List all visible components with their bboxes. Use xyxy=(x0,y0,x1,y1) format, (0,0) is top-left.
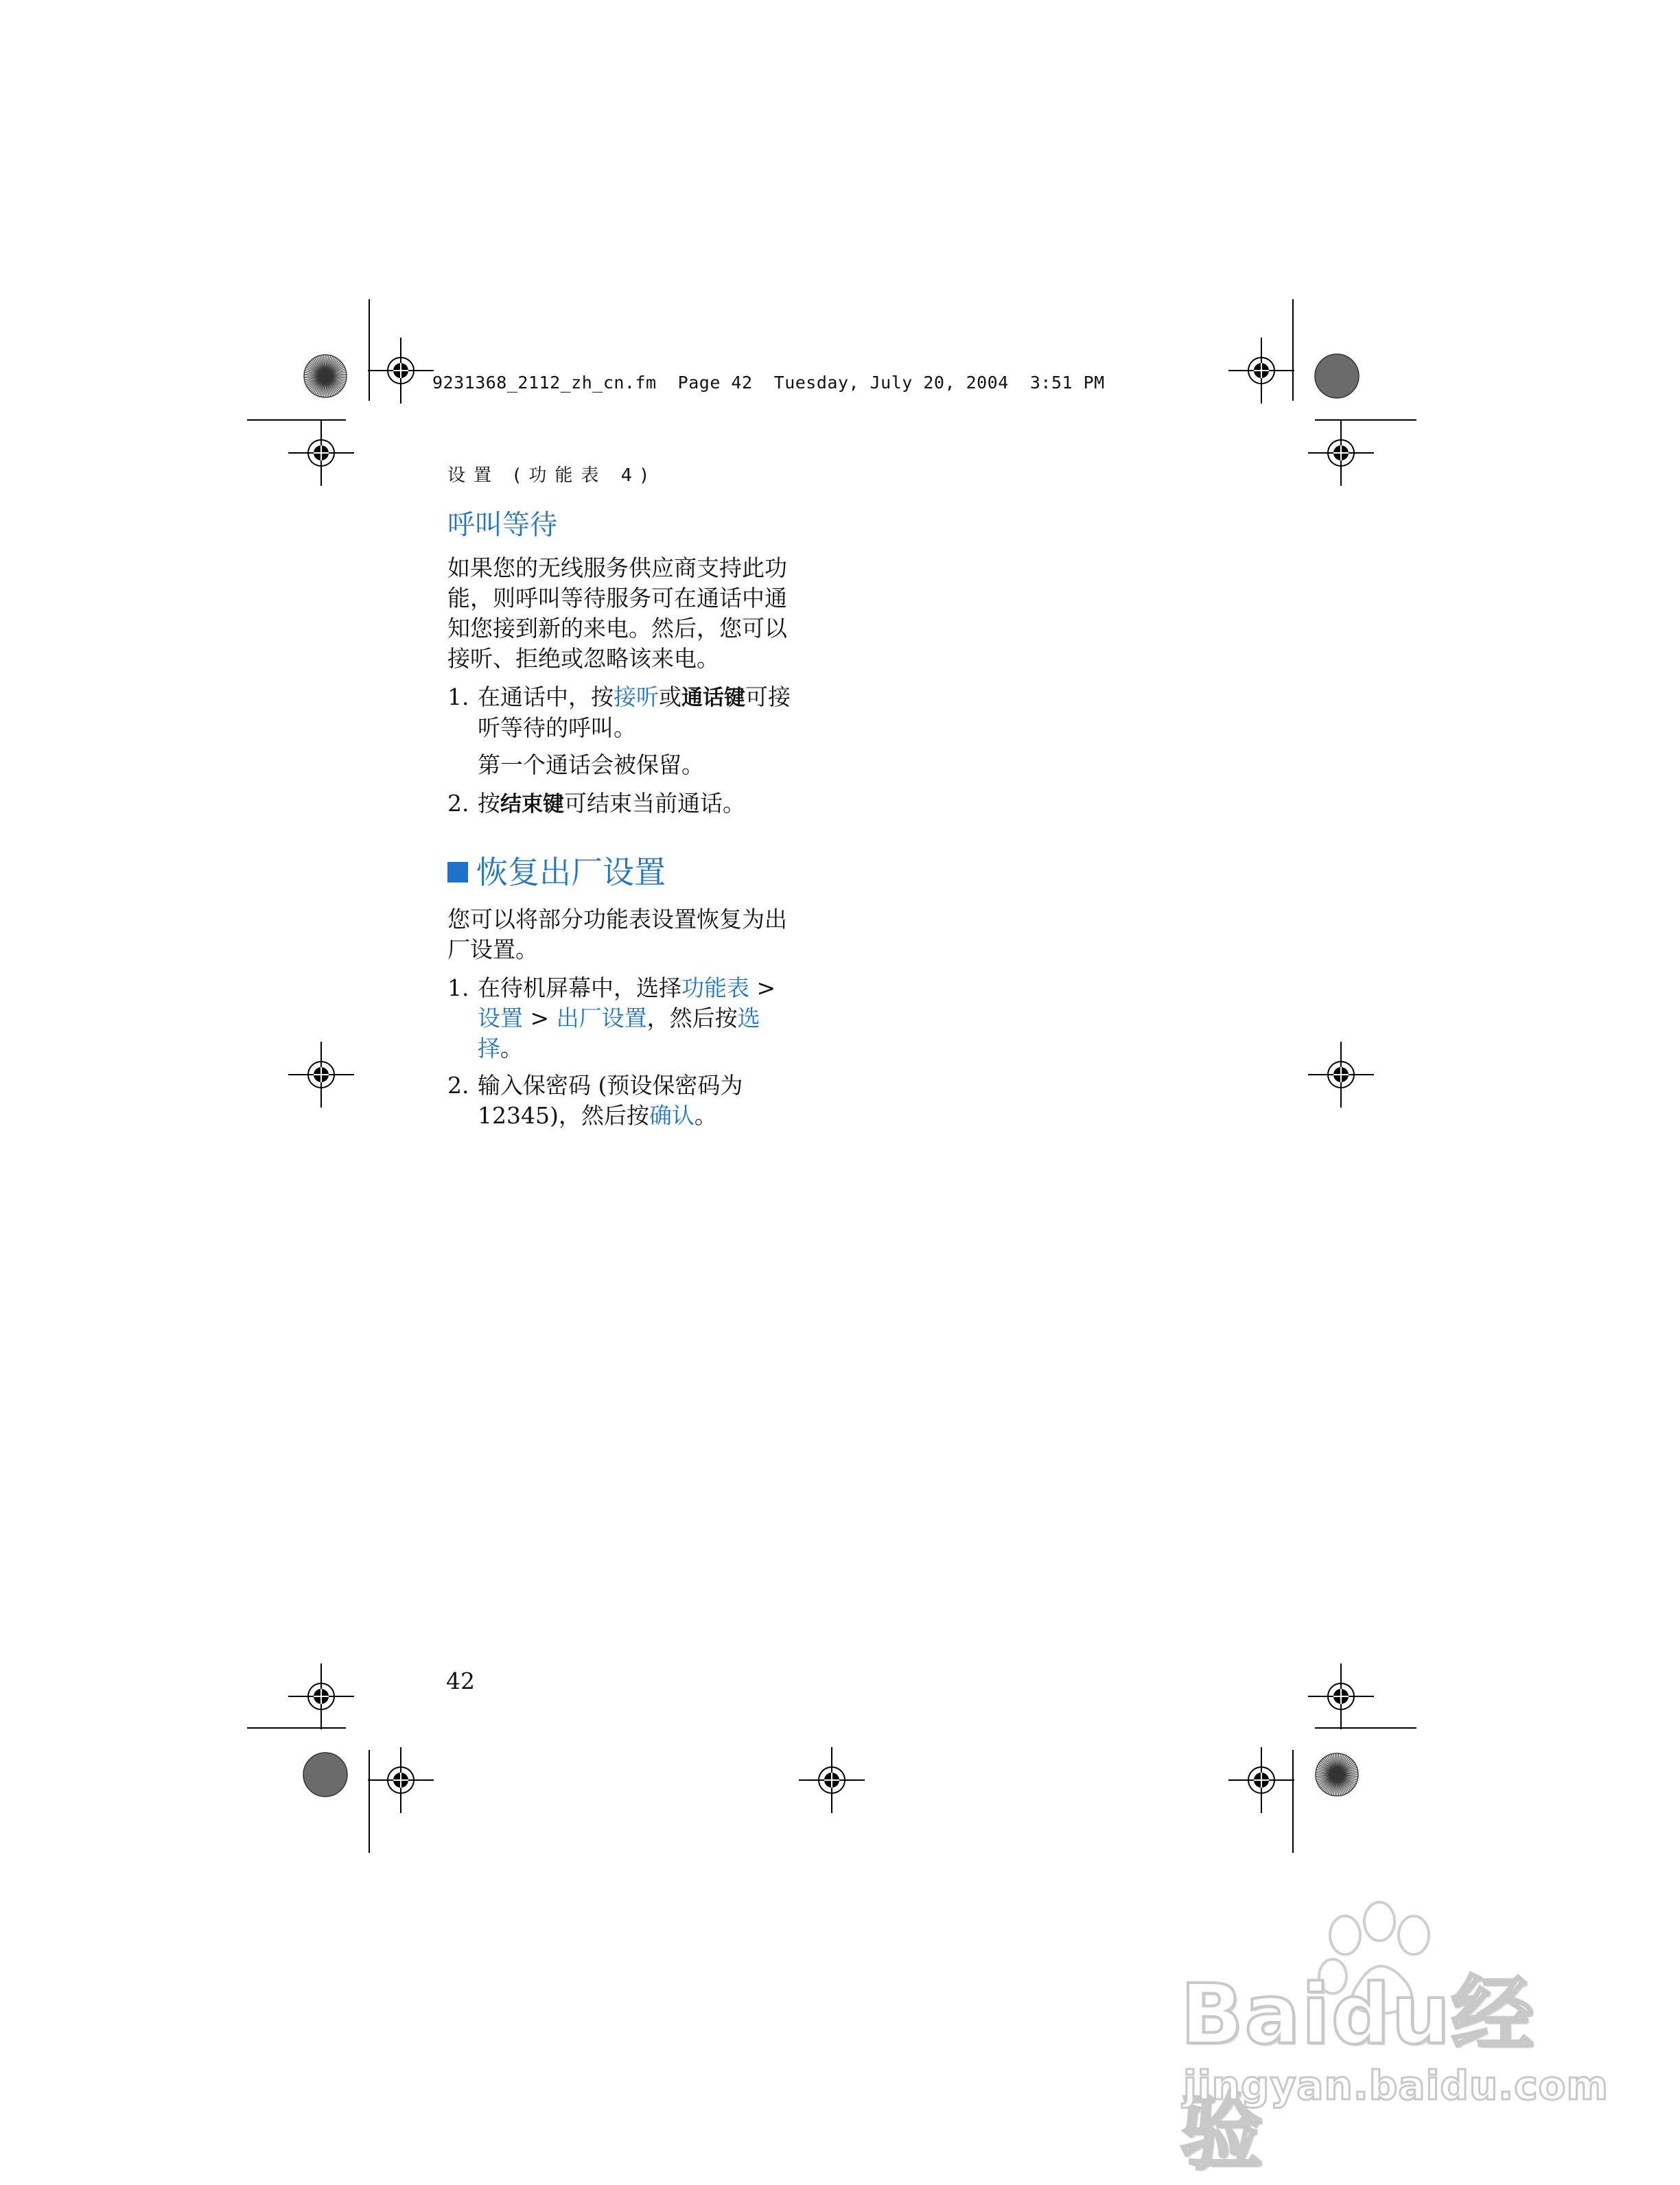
gray-disc-mark xyxy=(1315,354,1359,398)
step-text-part: 在通话中，按 xyxy=(478,683,614,710)
path-separator: > xyxy=(749,974,776,1001)
step-number: 2. xyxy=(447,790,469,817)
registration-mark xyxy=(368,1747,434,1813)
baidu-jingyan-watermark xyxy=(1174,1901,1609,2181)
heading-factory-reset xyxy=(447,852,804,892)
end-key-label: 结束键 xyxy=(500,792,564,817)
menu-path-menu: 功能表 xyxy=(681,974,749,1001)
call-key-label: 通话键 xyxy=(681,686,745,710)
factory-step-2 xyxy=(447,1071,804,1131)
registration-mark xyxy=(799,1747,865,1813)
heading-factory-reset-text: 恢复出厂设置 xyxy=(476,854,666,891)
registration-mark xyxy=(288,1663,354,1729)
heading-call-waiting: 呼叫等待 xyxy=(447,509,557,541)
call-waiting-step-1 xyxy=(447,682,804,743)
call-waiting-note: 第一个通话会被保留。 xyxy=(478,751,704,778)
gray-disc-mark xyxy=(303,1753,347,1797)
step-text-part: 在待机屏幕中，选择 xyxy=(478,974,681,1001)
call-waiting-step-2 xyxy=(447,788,804,819)
registration-mark xyxy=(288,1042,354,1108)
registration-mark xyxy=(368,338,434,404)
menu-path-factory-settings: 出厂设置 xyxy=(556,1005,647,1031)
paragraph-call-waiting-intro: 如果您的无线服务供应商支持此功能，则呼叫等待服务可在通话中通知您接到新的来电。然后，您可以接听、拒绝或忽略该来电。 xyxy=(447,554,787,672)
menu-path-settings: 设置 xyxy=(478,1005,523,1031)
step-text-part: 可接听等待的呼叫。 xyxy=(478,683,791,741)
registration-mark xyxy=(1308,420,1374,486)
step-text-part: 。 xyxy=(500,1035,523,1062)
step-text xyxy=(478,1071,804,1131)
print-file-header: 9231368_2112_zh_cn.fm Page 42 Tuesday, July 20, 2004 3:51 PM xyxy=(432,373,1105,393)
registration-mark xyxy=(288,420,354,486)
crop-lines xyxy=(247,299,1416,1853)
step-text-part: 按 xyxy=(478,790,500,817)
factory-step-1 xyxy=(447,973,804,1064)
confirm-softkey-label: 确认 xyxy=(649,1102,695,1129)
registration-mark xyxy=(1308,1042,1374,1108)
running-head: 设置 (功能表 4) xyxy=(447,465,656,486)
star-target-mark xyxy=(1316,1753,1358,1796)
step-text xyxy=(478,973,804,1064)
registration-mark xyxy=(1308,1663,1374,1729)
paragraph-factory-intro: 您可以将部分功能表设置恢复为出厂设置。 xyxy=(447,906,787,963)
answer-softkey-label: 接听 xyxy=(614,683,659,710)
star-target-mark xyxy=(304,355,347,397)
registration-mark xyxy=(1228,338,1294,404)
step-text-part: 。 xyxy=(694,1102,717,1129)
step-number: 1. xyxy=(447,974,469,1001)
select-softkey-label: 选择 xyxy=(478,1005,760,1062)
step-number: 1. xyxy=(447,683,469,710)
step-text-part: 输入保密码 (预设保密码为 12345)，然后按 xyxy=(478,1072,743,1129)
step-text-part: 可结束当前通话。 xyxy=(564,790,745,817)
registration-mark xyxy=(1228,1747,1294,1813)
step-text xyxy=(478,788,804,819)
step-text-part: ，然后按 xyxy=(646,1005,738,1031)
watermark-site: jingyan.baidu.com xyxy=(1183,2062,1609,2109)
path-separator: > xyxy=(523,1005,557,1031)
page-content xyxy=(447,506,804,1138)
step-text xyxy=(478,682,804,743)
watermark-brand: Baidu经验 xyxy=(1180,1967,1535,2181)
step-text-part: 或 xyxy=(659,683,681,710)
section-square-icon xyxy=(447,862,468,883)
page-number: 42 xyxy=(446,1668,475,1694)
step-number: 2. xyxy=(447,1072,469,1099)
